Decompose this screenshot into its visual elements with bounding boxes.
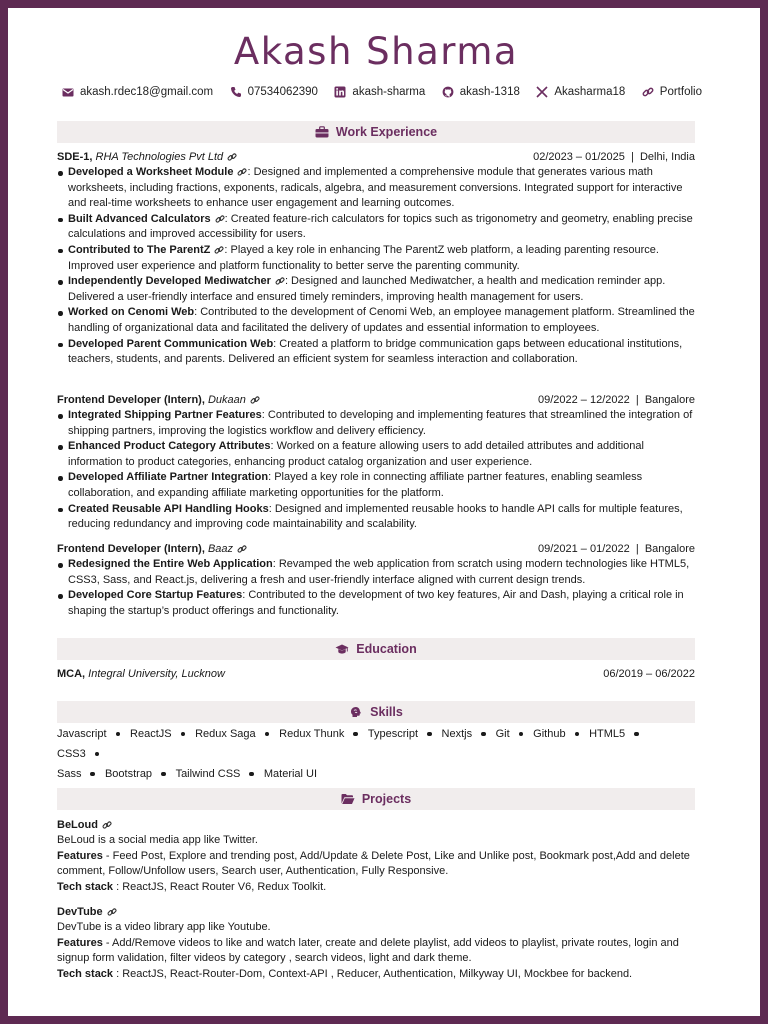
project-devtube	[57, 905, 701, 982]
job-header	[57, 542, 695, 557]
skills-list	[57, 724, 697, 784]
bullet-title: Developed a Worksheet Module	[68, 166, 234, 178]
features-text: - Add/Remove videos to like and watch later, create and delete playlist, add videos to playlist, private routes, login and signup form validation, filter videos by category , search videos, light and dark theme.	[57, 936, 679, 965]
tech-label: Tech stack	[57, 967, 114, 980]
section-title-education: Education	[356, 642, 417, 656]
skill-item: ReactJS	[130, 724, 195, 744]
skill-item: Redux Saga	[195, 724, 279, 744]
bullet-title: Worked on Cenomi Web	[68, 306, 195, 319]
section-header-work	[57, 121, 695, 143]
bullet-text: : Worked on a feature allowing users to add detailed attributes and additional information to product categories, enhancing product catalog organization and user experience.	[68, 440, 644, 468]
github-link[interactable]	[442, 86, 520, 98]
bullet-dot	[427, 732, 432, 737]
bullet-text: : Designed and launched Mediwatcher, a health and medication reminder app. Delivered a user-friendly interface and ensured timely reminders, improving health management for users.	[68, 275, 666, 303]
features-label: Features	[57, 936, 103, 949]
bullet-dot	[249, 772, 254, 777]
linkedin-text: akash-sharma	[352, 86, 426, 98]
job-bullets	[57, 557, 701, 619]
bullet-dot	[116, 732, 121, 737]
project-features	[57, 849, 701, 880]
job-bullets	[57, 408, 701, 533]
bullet-title: Created Reusable API Handling Hooks	[68, 502, 269, 515]
bullet-title: Redesigned the Entire Web Application	[68, 558, 273, 570]
job-role: Frontend Developer (Intern),	[57, 394, 205, 406]
job-meta: 09/2021 – 01/2022 | Bangalore	[537, 543, 695, 555]
linkedin-icon	[334, 86, 346, 98]
skill-item: HTML5	[589, 724, 649, 744]
bullet-dot	[181, 732, 186, 737]
bullet-title: Developed Parent Communication Web	[68, 337, 274, 350]
github-icon	[442, 86, 454, 98]
link-icon[interactable]	[250, 395, 260, 405]
bullet-item	[57, 557, 701, 588]
twitter-link[interactable]	[536, 86, 625, 98]
phone-icon	[230, 86, 242, 98]
skill-item: Javascript	[57, 724, 130, 744]
bullet-text: : Contributed to developing and implementing features that streamlined the integration of shipping partners, improving the logistics workflow and delivery efficiency.	[68, 409, 693, 437]
job-title-line	[57, 393, 260, 408]
degree: MCA,	[57, 668, 86, 680]
envelope-icon	[62, 86, 74, 98]
link-icon[interactable]	[227, 152, 237, 162]
skill-item: Git	[496, 724, 534, 744]
bullet-text: : Designed and implemented a comprehensive module that generates various math worksheets, including fractions, exponents, radicals, algebra, and measurement conversions. Integrated support for interactive and real-time worksheets to enhance user engagement and learning outcomes.	[68, 166, 683, 210]
job-dates: 09/2022 – 12/2022	[537, 394, 630, 406]
bullet-item	[57, 470, 701, 501]
link-icon[interactable]	[237, 167, 247, 177]
link-icon[interactable]	[214, 245, 224, 255]
bullet-dot	[519, 732, 524, 737]
features-label: Features	[57, 849, 103, 862]
bullet-title: Integrated Shipping Partner Features	[68, 409, 262, 421]
job-header	[57, 393, 695, 408]
tech-text: : ReactJS, React Router V6, Redux Toolkit.	[113, 880, 327, 893]
project-features	[57, 936, 701, 967]
contact-bar	[62, 84, 702, 100]
bullet-text: : Revamped the web application from scratch using modern technologies like HTML5, CSS3, Sass, and React.js, delivering a fresh and user-friendly interface aligned with current design trends.	[68, 558, 690, 586]
project-tech	[57, 967, 701, 982]
section-title-skills: Skills	[370, 705, 403, 719]
job-role: Frontend Developer (Intern),	[57, 543, 205, 555]
github-text: akash-1318	[459, 86, 520, 98]
education-row	[57, 667, 695, 682]
job-dates: 09/2021 – 01/2022	[537, 543, 630, 555]
linkedin-link[interactable]	[334, 86, 425, 98]
project-beloud	[57, 818, 701, 895]
bullet-dot	[95, 752, 100, 757]
job-meta: 09/2022 – 12/2022 | Bangalore	[537, 394, 695, 406]
company-name: RHA Technologies Pvt Ltd	[95, 151, 224, 163]
bullet-dot	[634, 732, 639, 737]
bullet-dot	[161, 772, 166, 777]
bullet-item	[57, 408, 701, 439]
bullet-dot	[575, 732, 580, 737]
job-bullets	[57, 165, 701, 368]
skill-item: Github	[533, 724, 589, 744]
bullet-item	[57, 439, 701, 470]
project-title: BeLoud	[57, 819, 98, 831]
brain-icon	[349, 706, 363, 718]
bullet-dot	[90, 772, 95, 777]
link-icon[interactable]	[215, 214, 225, 224]
section-header-education	[57, 638, 695, 660]
bullet-dot	[265, 732, 270, 737]
bullet-item	[57, 502, 701, 533]
job-location: Bangalore	[644, 543, 695, 555]
section-header-skills	[57, 701, 695, 723]
link-icon[interactable]	[237, 544, 247, 554]
section-title-work: Work Experience	[335, 125, 438, 139]
job-title-line	[57, 150, 237, 165]
bullet-text: : Played a key role in connecting affiliate partner features, enabling seamless collaboration, and expanding affiliate marketing opportunities for the platform.	[68, 471, 643, 499]
bullet-item	[57, 274, 701, 305]
email-link[interactable]	[62, 86, 213, 98]
bullet-item	[57, 243, 701, 274]
graduation-cap-icon	[335, 643, 349, 655]
folder-open-icon	[341, 793, 355, 805]
bullet-title: Developed Core Startup Features	[68, 589, 243, 602]
tech-label: Tech stack	[57, 880, 114, 893]
skill-item: Typescript	[368, 724, 442, 744]
bullet-text: : Contributed to the development of two key features, Air and Dash, playing a critical role in shaping the startup’s product offerings and functionality.	[68, 589, 684, 617]
tech-text: : ReactJS, React-Router-Dom, Context-API , Reducer, Authentication, Milkyway UI, Mockbee for backend.	[113, 967, 633, 980]
email-text: akash.rdec18@gmail.com	[80, 86, 214, 98]
phone-link[interactable]	[230, 86, 318, 98]
job-dates: 02/2023 – 01/2025	[533, 151, 625, 163]
job-title-line	[57, 542, 247, 557]
link-icon[interactable]	[102, 820, 112, 830]
section-title-projects: Projects	[361, 792, 412, 806]
bullet-dot	[481, 732, 486, 737]
phone-text: 07534062390	[247, 86, 318, 98]
x-twitter-icon	[536, 86, 548, 98]
job-header	[57, 150, 695, 165]
bullet-item	[57, 212, 701, 243]
skill-item: Nextjs	[442, 724, 496, 744]
features-text: - Feed Post, Explore and trending post, Add/Update & Delete Post, Like and Unlike post, Bookmark post,Add and delete comment, Follow/Unfollow users, Search user, Authentication, Fully Responsive.	[57, 849, 690, 878]
link-icon	[642, 86, 654, 98]
bullet-title: Independently Developed Mediwatcher	[68, 275, 271, 288]
section-header-projects	[57, 788, 695, 810]
education-dates: 06/2019 – 06/2022	[603, 668, 695, 680]
link-icon[interactable]	[107, 907, 117, 917]
job-role: SDE-1,	[57, 151, 93, 163]
bullet-dot	[353, 732, 358, 737]
bullet-text: : Played a key role in enhancing The ParentZ web platform, a leading parenting resource. Improved user experience and platform functionality to better serve the parenting community.	[68, 243, 659, 272]
bullet-title: Enhanced Product Category Attributes	[68, 440, 271, 453]
bullet-text: : Designed and implemented reusable hooks to handle API calls for multiple features, reducing redundancy and improving code maintainability and scalability.	[68, 502, 683, 531]
link-icon[interactable]	[275, 276, 285, 286]
bullet-title: Built Advanced Calculators	[68, 212, 211, 225]
candidate-name: Akash Sharma	[233, 30, 519, 73]
bullet-item	[57, 337, 701, 368]
project-title: DevTube	[57, 906, 103, 918]
company-name: Dukaan	[207, 394, 246, 406]
project-description: DevTube is a video library app like Youtube.	[57, 921, 271, 934]
job-meta: 02/2023 – 01/2025 | Delhi, India	[533, 151, 695, 163]
bullet-item	[57, 305, 701, 336]
twitter-text: Akasharma18	[554, 86, 626, 98]
portfolio-text: Portfolio	[659, 86, 702, 98]
briefcase-icon	[315, 126, 329, 138]
school: Integral University, Lucknow	[88, 668, 225, 680]
company-name: Baaz	[207, 543, 234, 555]
project-description: BeLoud is a social media app like Twitter.	[57, 834, 258, 847]
bullet-title: Developed Affiliate Partner Integration	[68, 471, 269, 484]
skill-item: Material UI	[263, 768, 318, 780]
bullet-item	[57, 165, 701, 212]
bullet-title: Contributed to The ParentZ	[68, 243, 211, 256]
bullet-item	[57, 588, 701, 619]
job-location: Delhi, India	[639, 151, 695, 163]
portfolio-link[interactable]	[642, 86, 702, 98]
education-title-line	[57, 667, 225, 682]
skill-item: CSS3	[57, 744, 109, 764]
skill-item: Sass	[57, 764, 105, 784]
bullet-text: : Contributed to the development of Cenomi Web, an employee management platform. Streamlined the handling of organizational data and facilitated the delivery of updates and essential information to employees.	[68, 306, 695, 334]
bullet-text: : Created a platform to bridge communication gaps between educational institutions, teachers, students, and parents. Delivered an efficient system for seamless interaction and collaboration.	[68, 337, 683, 366]
job-location: Bangalore	[644, 394, 695, 406]
skill-item: Bootstrap	[105, 764, 176, 784]
skill-item: Redux Thunk	[279, 724, 368, 744]
project-tech	[57, 880, 701, 895]
bullet-text: : Created feature-rich calculators for topics such as trigonometry and geometry, enabling precise calculations and improved accessibility for users.	[68, 212, 693, 241]
skill-item: Tailwind CSS	[176, 764, 264, 784]
